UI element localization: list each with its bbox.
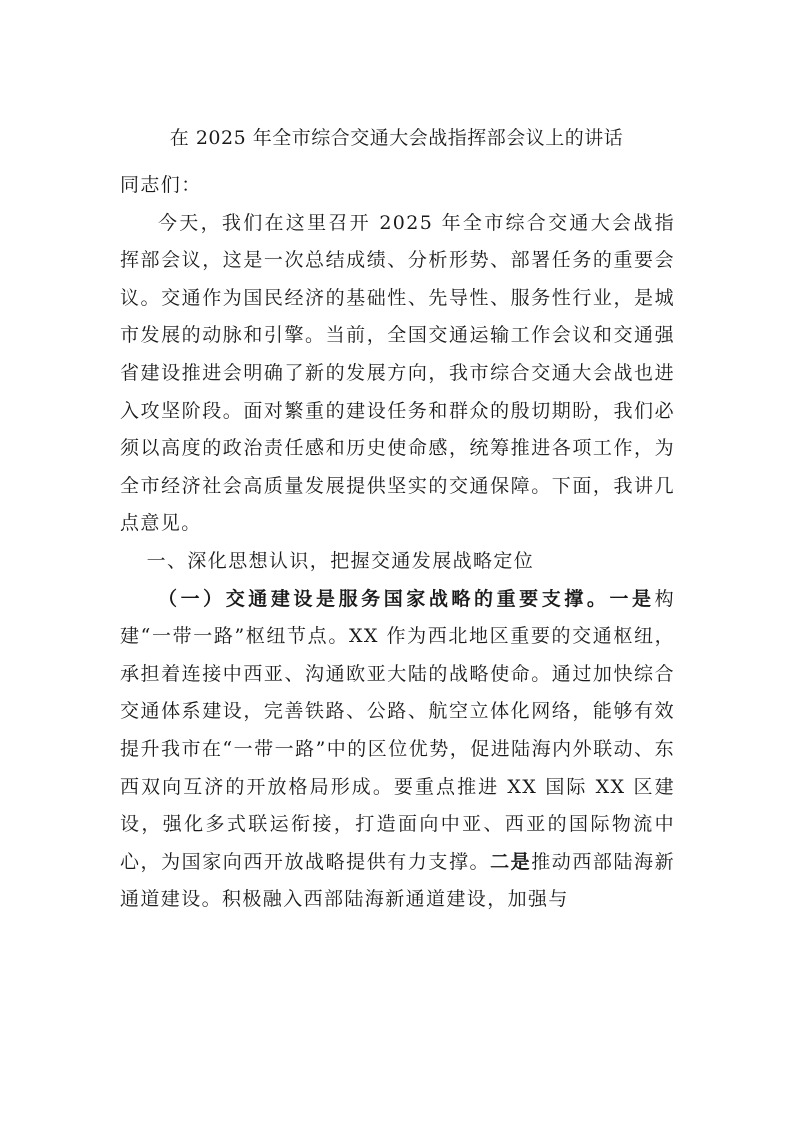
section-heading: 一、深化思想认识，把握交通发展战略定位 [146,549,535,572]
subsection-paragraph [120,581,675,919]
point-text: 构建“一带一路”枢纽节点。XX 作为西北地区重要的交通枢纽，承担着连接中西亚、沟通欧亚大陆的战略使命。通过加快综合交通体系建设，完善铁路、公路、航空立体化网络，能够有效提升我市在“一带一路”中的区位优势，促进陆海内外联动、东西双向互济的开放格局形成。要重点推进 XX 国际 XX 区建设，强化多式联运衔接，打造面向中亚、西亚的国际物流中心，为国家向西开放战略提供有力支撑。 [120,587,675,873]
point-text: 推动西部陆海新通道建设。积极融入西部陆海新通道建设，加强与 [120,850,675,911]
document-body [120,167,675,919]
point-lead: 二是 [490,850,532,873]
subsection-heading: （一）交通建设是服务国家战略的重要支撑。 [158,587,610,610]
document-title: 在 2025 年全市综合交通大会战指挥部会议上的讲话 [169,127,624,149]
intro-paragraph: 今天，我们在这里召开 2025 年全市综合交通大会战指挥部会议，这是一次总结成绩、分析形势、部署任务的重要会议。交通作为国民经济的基础性、先导性、服务性行业，是城市发展的动脉和引擎。当前，全国交通运输工作会议和交通强省建设推进会明确了新的发展方向，我市综合交通大会战也进入攻坚阶段。面对繁重的建设任务和群众的殷切期盼，我们必须以高度的政治责任感和历史使命感，统筹推进各项工作，为全市经济社会高质量发展提供坚实的交通保障。下面，我讲几点意见。 [120,211,675,535]
salutation: 同志们： [120,174,202,196]
point-lead: 一是 [609,587,655,610]
